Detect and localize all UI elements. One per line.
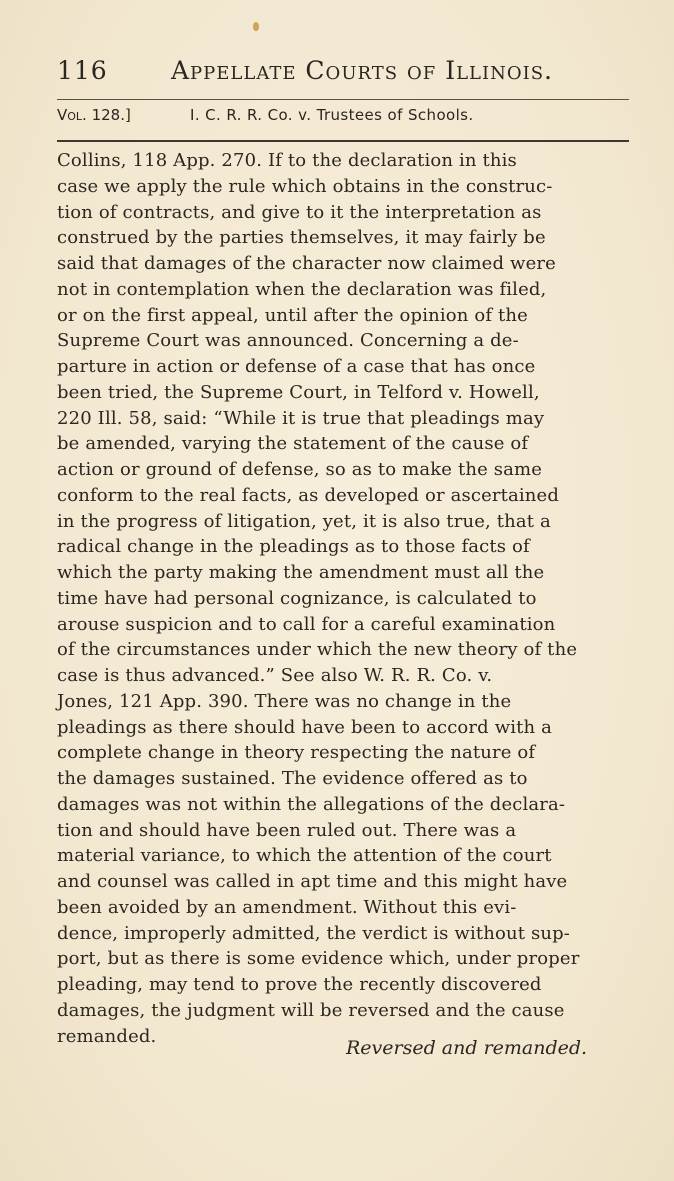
case-citation-line bbox=[57, 106, 629, 128]
text-line: been avoided by an amendment. Without this evi- bbox=[57, 896, 517, 918]
text-line: pleading, may tend to prove the recently discovered bbox=[57, 974, 542, 995]
text-line: tion and should have been ruled out. There was a bbox=[57, 819, 517, 841]
opinion-text bbox=[57, 148, 637, 1049]
text-line: 220 Ill. 58, said: “While it is true that pleadings may bbox=[57, 407, 545, 429]
text-line: construed by the parties themselves, it may fairly be bbox=[57, 227, 546, 249]
text-line: Jones, 121 App. 390. There was no change in the bbox=[57, 690, 512, 712]
text-line: remanded. bbox=[57, 1025, 157, 1047]
text-line: case we apply the rule which obtains in the construc- bbox=[57, 175, 553, 197]
text-line: of the circumstances under which the new theory of the bbox=[57, 639, 578, 661]
text-line: port, but as there is some evidence which, under proper bbox=[57, 948, 580, 970]
text-line: not in contemplation when the declaration was filed, bbox=[57, 278, 547, 300]
text-line: pleadings as there should have been to accord with a bbox=[57, 716, 553, 738]
text-line: damages, the judgment will be reversed and the cause bbox=[57, 999, 565, 1021]
text-line: dence, improperly admitted, the verdict is without sup- bbox=[57, 922, 571, 944]
page-number: 116 bbox=[57, 56, 108, 85]
running-head bbox=[57, 56, 629, 92]
text-line: the damages sustained. The evidence offered as to bbox=[57, 768, 528, 789]
text-line: Supreme Court was announced. Concerning a de- bbox=[57, 330, 519, 352]
case-title: I. C. R. R. Co. v. Trustees of Schools. bbox=[190, 106, 474, 124]
text-line: complete change in theory respecting the nature of bbox=[57, 742, 536, 764]
text-line: damages was not within the allegations of the declara- bbox=[57, 793, 566, 815]
text-line: parture in action or defense of a case that has once bbox=[57, 356, 536, 377]
text-line: said that damages of the character now claimed were bbox=[57, 253, 556, 274]
running-title: Appellate Courts of Illinois. bbox=[171, 56, 553, 85]
judgment-disposition: Reversed and remanded. bbox=[346, 1037, 588, 1059]
citation-rule bbox=[57, 140, 629, 142]
text-line: be amended, varying the statement of the cause of bbox=[57, 433, 529, 455]
text-line: conform to the real facts, as developed or ascertained bbox=[57, 484, 560, 506]
text-line: Collins, 118 App. 270. If to the declaration in this bbox=[57, 150, 517, 171]
text-line: time have had personal cognizance, is calculated to bbox=[57, 587, 537, 609]
text-line: which the party making the amendment must all the bbox=[57, 562, 545, 583]
volume-label: Vol. 128.] bbox=[57, 106, 131, 124]
ink-mark bbox=[253, 22, 259, 31]
text-line: material variance, to which the attention of the court bbox=[57, 845, 552, 867]
text-line: or on the first appeal, until after the opinion of the bbox=[57, 304, 528, 326]
text-line: arouse suspicion and to call for a careful examination bbox=[57, 613, 556, 635]
text-line: and counsel was called in apt time and this might have bbox=[57, 871, 568, 892]
text-line: tion of contracts, and give to it the interpretation as bbox=[57, 201, 542, 223]
text-line: been tried, the Supreme Court, in Telford v. Howell, bbox=[57, 381, 540, 403]
text-line: action or ground of defense, so as to make the same bbox=[57, 459, 543, 480]
text-line: radical change in the pleadings as to those facts of bbox=[57, 536, 530, 558]
header-rule bbox=[57, 99, 629, 100]
text-line: case is thus advanced.” See also W. R. R. Co. v. bbox=[57, 665, 493, 686]
text-line: in the progress of litigation, yet, it is also true, that a bbox=[57, 510, 551, 532]
